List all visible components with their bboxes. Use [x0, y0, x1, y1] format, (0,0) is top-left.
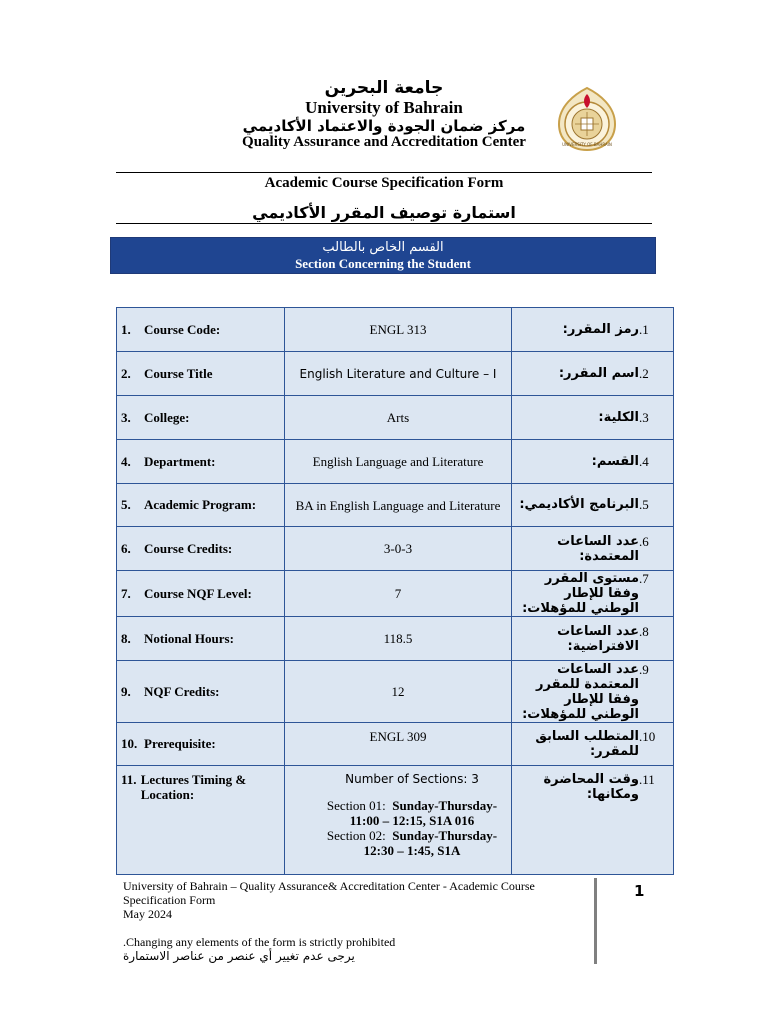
table-row — [117, 766, 674, 875]
university-name-arabic: جامعة البحرين — [324, 78, 444, 98]
row-number-arabic: .8 — [639, 623, 649, 639]
row-number-arabic: .3 — [639, 409, 649, 425]
row-label-arabic: الكلية: — [598, 409, 639, 425]
form-title-arabic: استمارة توصيف المقرر الأكاديمي — [252, 203, 516, 222]
row-number: 8. — [121, 630, 131, 646]
row-label-arabic: مستوى المقرر وفقا للإطار الوطني للمؤهلات: — [522, 571, 639, 616]
row-label: Academic Program: — [144, 497, 257, 512]
row-number: 2. — [121, 365, 131, 381]
row-label-arabic: عدد الساعات المعتمدة: — [557, 533, 639, 564]
footer-divider — [594, 878, 597, 964]
footer-warning-arabic: يرجى عدم تغيير أي عنصر من عناصر الاستمارة — [123, 949, 355, 963]
row-label: Prerequisite: — [144, 736, 216, 751]
form-title: Academic Course Specification Form — [264, 175, 504, 191]
table-row — [117, 661, 674, 723]
row-label-arabic: اسم المقرر: — [558, 365, 639, 381]
row-number-arabic: .2 — [639, 365, 649, 381]
row-number-arabic: .11 — [639, 772, 655, 787]
table-row — [117, 484, 674, 527]
row-number-arabic: .7 — [639, 571, 649, 586]
row-number: 3. — [121, 409, 131, 425]
row-number-arabic: .1 — [639, 321, 649, 337]
row-value: ENGL 309 — [285, 723, 512, 766]
section-band — [110, 237, 656, 274]
university-seal-logo — [553, 82, 621, 154]
row-label: Course NQF Level: — [144, 585, 252, 601]
row-value: English Language and Literature — [285, 440, 512, 484]
row-label: Course Credits: — [144, 540, 233, 556]
row-label-arabic: رمز المقرر: — [562, 321, 639, 337]
row-number: 6. — [121, 540, 131, 556]
row-number: 9. — [121, 683, 131, 699]
row-label-arabic: المتطلب السابق للمقرر: — [535, 729, 639, 759]
table-row — [117, 571, 674, 617]
footer-date: May 2024 — [123, 907, 172, 921]
row-value: 3-0-3 — [285, 527, 512, 571]
university-name: University of Bahrain — [305, 98, 463, 117]
row-number: 4. — [121, 453, 131, 469]
row-label: Department: — [144, 453, 216, 469]
row-number: 10. — [121, 736, 138, 751]
row-label: Lectures Timing & Location: — [140, 772, 247, 802]
footer-warning: .Changing any elements of the form is strictly prohibited — [123, 935, 396, 949]
row-value: 118.5 — [285, 617, 512, 661]
table-row — [117, 352, 674, 396]
section-02: Section 02: Sunday-Thursday-12:30 – 1:45, S1A — [326, 828, 498, 858]
row-number: 5. — [121, 497, 131, 512]
row-value: BA in English Language and Literature — [285, 484, 512, 527]
table-row — [117, 308, 674, 352]
row-number-arabic: .5 — [639, 497, 649, 512]
center-name: Quality Assurance and Accreditation Center — [242, 134, 526, 150]
row-label-arabic: البرنامج الأكاديمي: — [519, 497, 639, 512]
row-label: Notional Hours: — [144, 630, 234, 646]
row-label-arabic: عدد الساعات الافتراضية: — [557, 623, 639, 654]
footer-title: University of Bahrain – Quality Assurance& Accreditation Center - Academic Course Specification Form — [123, 879, 535, 907]
row-label-arabic: وقت المحاضرة ومكانها: — [543, 772, 639, 802]
row-label: Course Code: — [144, 321, 221, 337]
table-row — [117, 723, 674, 766]
row-number-arabic: .10 — [639, 729, 656, 744]
row-number: 1. — [121, 321, 131, 337]
page-footer — [123, 879, 583, 963]
section-band-arabic: القسم الخاص بالطالب — [322, 240, 444, 255]
row-value: English Literature and Culture – I — [285, 352, 512, 396]
table-row — [117, 527, 674, 571]
row-label: NQF Credits: — [144, 683, 220, 699]
row-label: Course Title — [144, 365, 213, 381]
row-number: 11. — [121, 772, 137, 787]
row-number-arabic: .9 — [639, 661, 649, 677]
row-value: 12 — [285, 661, 512, 723]
table-row — [117, 396, 674, 440]
row-value: 7 — [285, 571, 512, 617]
table-row — [117, 440, 674, 484]
title-rule-top — [116, 172, 652, 173]
title-rule-bottom — [116, 223, 652, 224]
section-band-title: Section Concerning the Student — [295, 256, 471, 271]
course-spec-table — [116, 307, 674, 875]
section-01: Section 01: Sunday-Thursday-11:00 – 12:15, S1A 016 — [326, 798, 498, 828]
svg-text:UNIVERSITY OF BAHRAIN: UNIVERSITY OF BAHRAIN — [562, 142, 612, 147]
lecture-sections — [285, 766, 512, 875]
page-number: 1 — [634, 882, 645, 900]
center-name-arabic: مركز ضمان الجودة والاعتماد الأكاديمي — [242, 117, 526, 135]
row-number-arabic: .6 — [639, 533, 649, 549]
row-number: 7. — [121, 585, 131, 601]
row-value: ENGL 313 — [285, 308, 512, 352]
row-label: College: — [144, 409, 190, 425]
row-value: Arts — [285, 396, 512, 440]
number-of-sections: Number of Sections: 3 — [345, 772, 479, 786]
row-label-arabic: عدد الساعات المعتمدة للمقرر وفقا للإطار الوطني للمؤهلات: — [522, 661, 639, 722]
row-label-arabic: القسم: — [591, 453, 639, 469]
row-number-arabic: .4 — [639, 453, 649, 469]
table-row — [117, 617, 674, 661]
